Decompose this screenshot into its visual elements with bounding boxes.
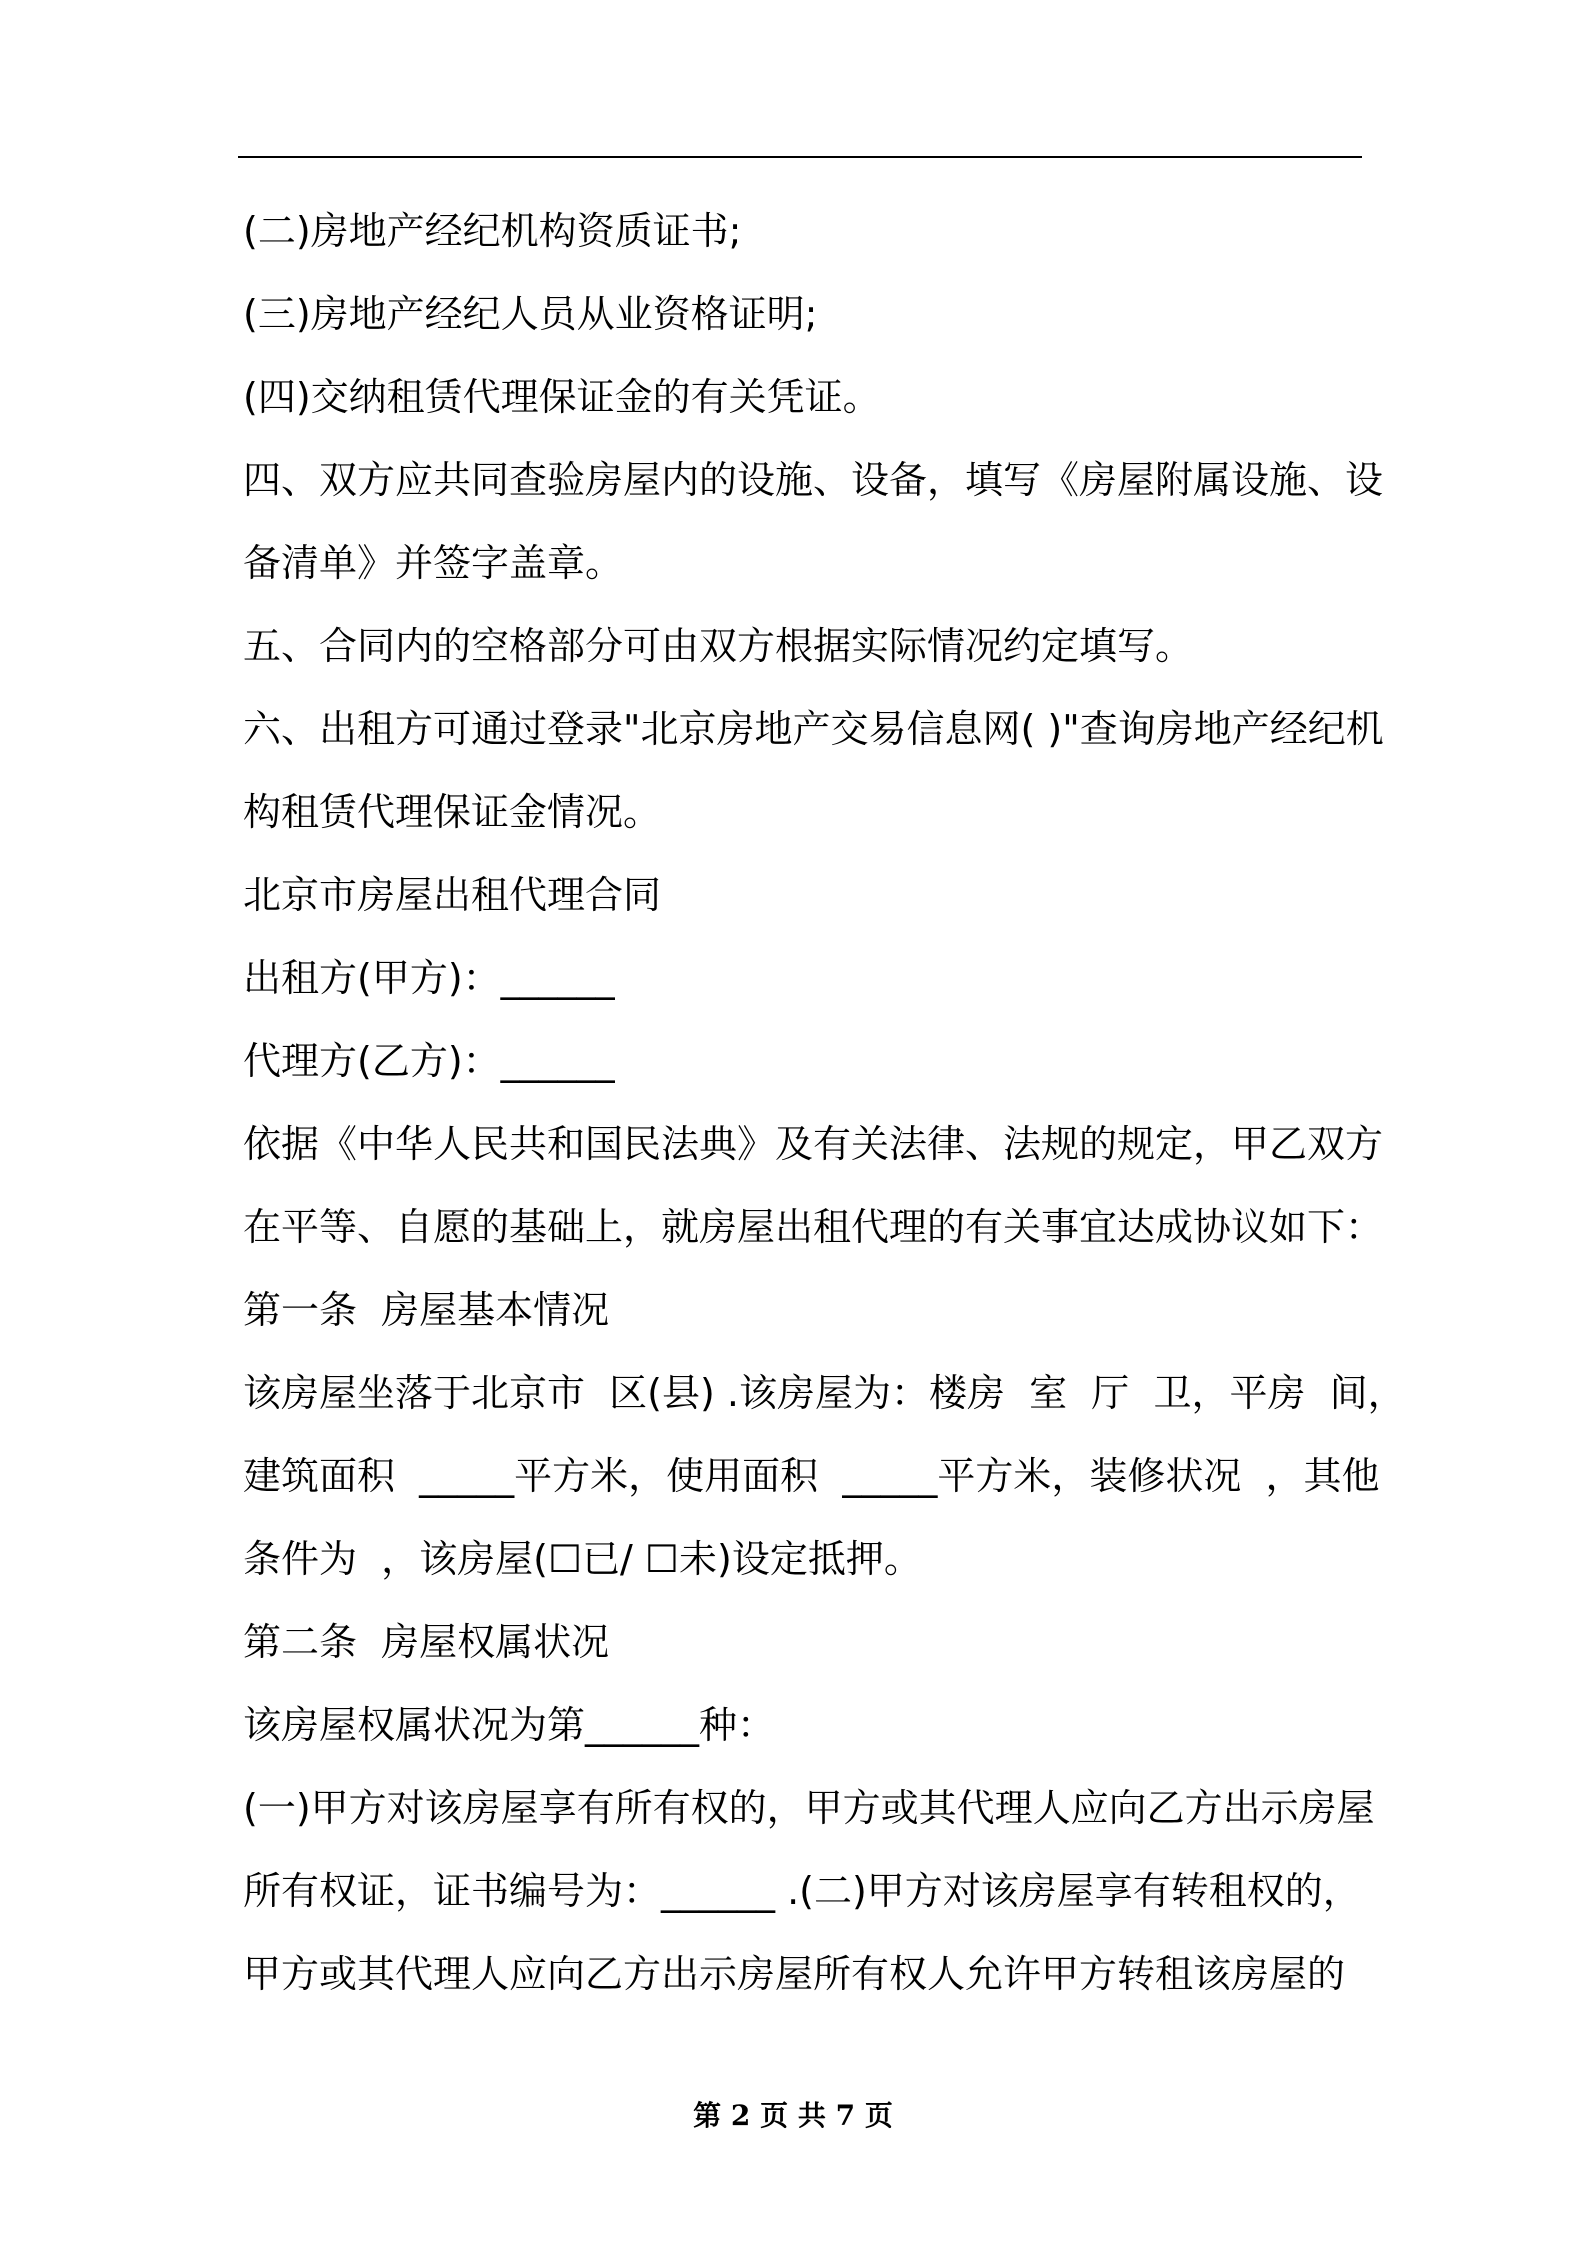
text-line: (三)房地产经纪人员从业资格证明; <box>243 292 818 336</box>
text-line: 该房屋权属状况为第______种： <box>243 1703 776 1747</box>
text-line: 代理方(乙方)：______ <box>243 1039 615 1083</box>
text-line: 依据《中华人民共和国民法典》及有关法律、法规的规定，甲乙双方 <box>243 1122 1384 1166</box>
contract-title: 北京市房屋出租代理合同 <box>243 873 662 917</box>
text-line: 备清单》并签字盖章。 <box>243 541 624 585</box>
text-line: 六、出租方可通过登录"北京房地产交易信息网( )"查询房地产经纪机 <box>243 707 1384 751</box>
text-line: 构租赁代理保证金情况。 <box>243 790 662 834</box>
text-line: 建筑面积 _____平方米，使用面积 _____平方米，装修状况 ，其他 <box>243 1454 1380 1498</box>
header-rule <box>238 156 1362 158</box>
text-line: 甲方或其代理人应向乙方出示房屋所有权人允许甲方转租该房屋的 <box>243 1952 1346 1996</box>
text-line: (二)房地产经纪机构资质证书; <box>243 209 742 253</box>
text-line: (四)交纳租赁代理保证金的有关凭证。 <box>243 375 881 419</box>
text-line: 所有权证，证书编号为：______ .(二)甲方对该房屋享有转租权的， <box>243 1869 1361 1913</box>
section-heading: 第二条 房屋权属状况 <box>243 1620 610 1664</box>
text-line: (一)甲方对该房屋享有所有权的，甲方或其代理人应向乙方出示房屋 <box>243 1786 1375 1830</box>
text-line: 出租方(甲方)：______ <box>243 956 615 1000</box>
text-line: 条件为 ，该房屋(☐已/ ☐未)设定抵押。 <box>243 1537 922 1581</box>
section-heading: 第一条 房屋基本情况 <box>243 1288 610 1332</box>
text-line: 四、双方应共同查验房屋内的设施、设备，填写《房屋附属设施、设 <box>243 458 1384 502</box>
text-line: 五、合同内的空格部分可由双方根据实际情况约定填写。 <box>243 624 1194 668</box>
text-line: 该房屋坐落于北京市 区(县) .该房屋为：楼房 室 厅 卫，平房 间， <box>243 1371 1406 1415</box>
text-line: 在平等、自愿的基础上，就房屋出租代理的有关事宜达成协议如下： <box>243 1205 1384 1249</box>
page-number: 第 2 页 共 7 页 <box>693 2099 893 2132</box>
